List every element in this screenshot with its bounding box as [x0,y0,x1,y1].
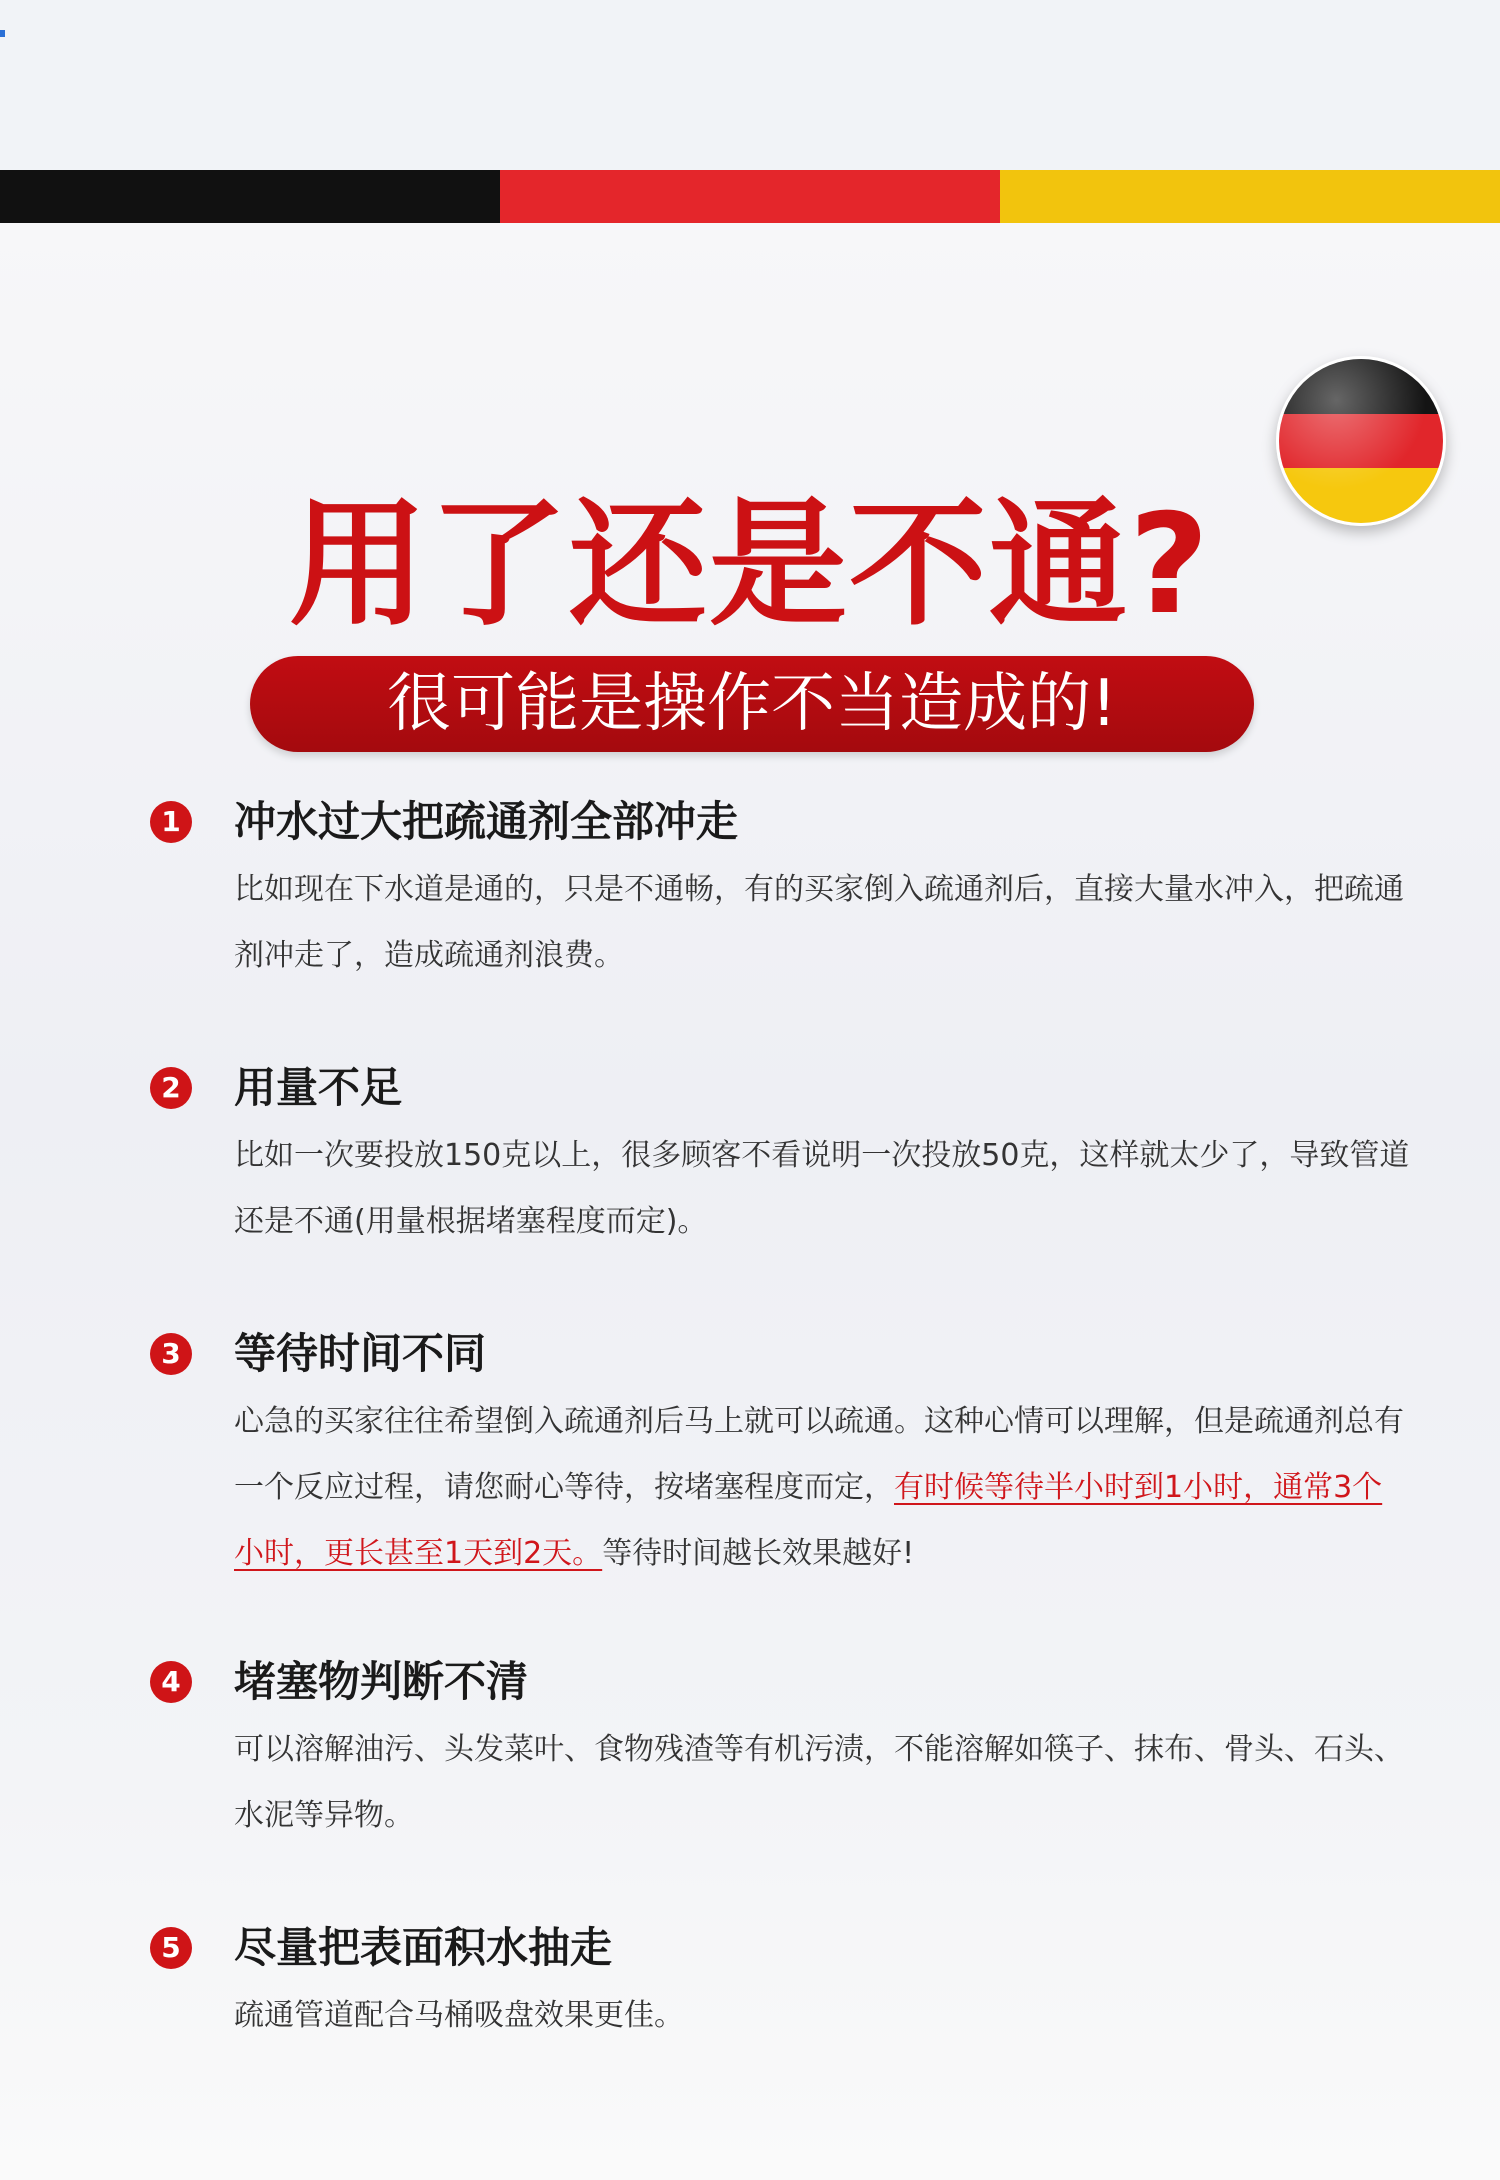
tip-title: 冲水过大把疏通剂全部冲走 [234,797,739,846]
top-background [0,0,1500,170]
gold-stripe [1000,170,1500,223]
tip-title: 等待时间不同 [234,1329,487,1378]
top-edge-mark [0,30,5,37]
tip-title: 尽量把表面积水抽走 [234,1923,613,1972]
tip-body-text: 心急的买家往往希望倒入疏通剂后马上就可以疏通。这种心情可以理解，但是疏通剂总有一个反应过程，请您耐心等待，按堵塞程度而定， [234,1404,1404,1505]
tip-body: 可以溶解油污、头发菜叶、食物残渣等有机污渍，不能溶解如筷子、抹布、骨头、石头、水泥等异物。 [234,1732,1404,1833]
german-color-stripes [0,170,1500,223]
tip-title: 用量不足 [234,1063,403,1112]
black-stripe [0,170,500,223]
tip-body: 比如一次要投放150克以上，很多顾客不看说明一次投放50克，这样就太少了，导致管道还是不通(用量根据堵塞程度而定)。 [234,1138,1410,1239]
tip-body [234,1389,1410,1587]
tip-body: 疏通管道配合马桶吸盘效果更佳。 [234,1998,684,2033]
number-badge-2: 2 [150,1067,192,1109]
number-badge-3: 3 [150,1333,192,1375]
tip-body-text: 等待时间越长效果越好! [602,1536,915,1571]
number-badge-5: 5 [150,1927,192,1969]
number-badge-4: 4 [150,1661,192,1703]
subheadline-banner: 很可能是操作不当造成的! [250,656,1254,752]
headline: 用了还是不通? [288,484,1212,645]
tip-body: 比如现在下水道是通的，只是不通畅，有的买家倒入疏通剂后，直接大量水冲入，把疏通剂冲走了，造成疏通剂浪费。 [234,872,1404,973]
red-stripe [500,170,1000,223]
highlighted-wait-time: 有时候等待半小时到1小时，通常3个小时，更长甚至1天到2天。 [234,1470,1383,1571]
number-badge-1: 1 [150,801,192,843]
tip-title: 堵塞物判断不清 [234,1657,529,1706]
